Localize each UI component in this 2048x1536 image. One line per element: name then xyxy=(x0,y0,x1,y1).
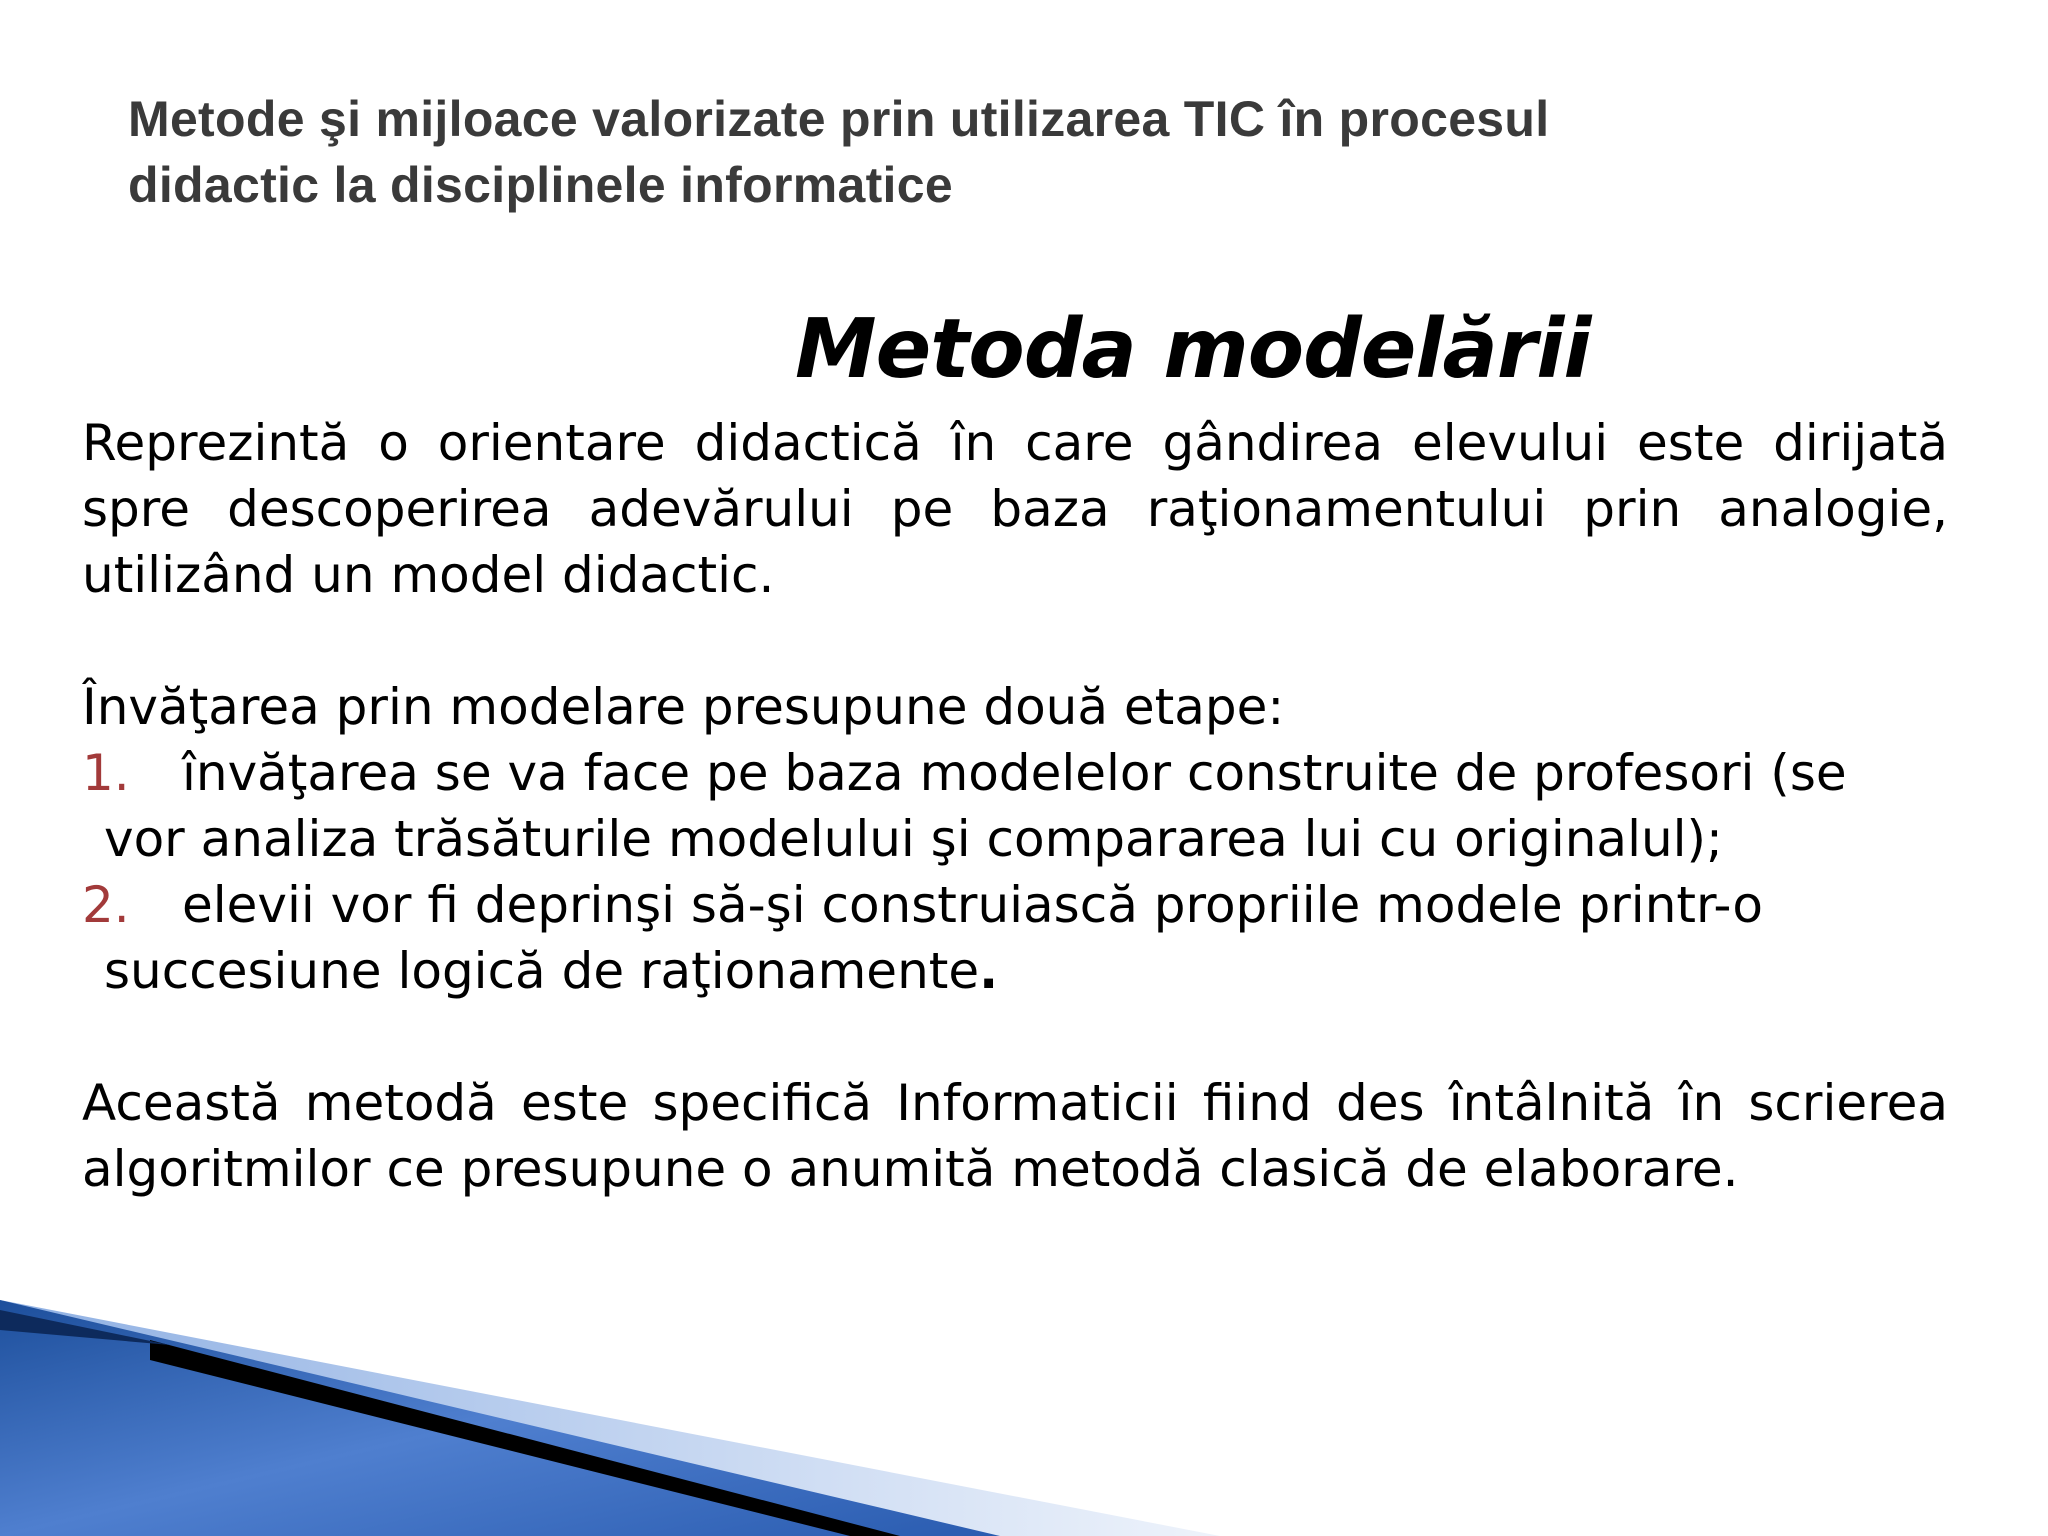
body-content xyxy=(82,410,1948,1202)
list-item-number: 2. xyxy=(82,876,130,934)
slide-header-title xyxy=(128,86,1728,218)
decor-blue-wedge xyxy=(0,1300,1000,1536)
list-item xyxy=(82,872,1948,1004)
list-item-text-line-2: vor analiza trăsăturile modelului şi compararea lui cu originalul); xyxy=(104,810,1723,868)
list-item-text-line-2-wrapper xyxy=(82,938,1948,1004)
list-item-text-line-1: învăţarea se va face pe baza modelelor construite de profesori (se xyxy=(182,744,1847,802)
header-title-line-1: Metode şi mijloace valorizate prin utilizarea TIC în procesul xyxy=(128,91,1550,147)
decor-light-band xyxy=(0,1300,1220,1536)
stages-intro: Învăţarea prin modelare presupune două etape: xyxy=(82,678,1285,736)
list-item xyxy=(82,740,1948,872)
list-item-text-line-2: succesiune logică de raţionamente xyxy=(104,942,980,1000)
paragraph-spacer xyxy=(82,1004,1948,1070)
stages-list xyxy=(82,740,1948,1004)
method-title: Metoda modelării xyxy=(795,302,1591,397)
conclusion-paragraph: Această metodă este specifică Informaticii fiind des întâlnită în scrierea algoritmilor ce presupune o anumită metodă clasică de elaborare. xyxy=(82,1074,1948,1198)
list-item-text-line-1: elevii vor fi deprinşi să-şi construiască propriile modele printr-o xyxy=(182,876,1763,934)
decor-black-stripe xyxy=(150,1340,900,1536)
list-item-end-mark: . xyxy=(979,942,999,1000)
list-item-number: 1. xyxy=(82,744,130,802)
definition-paragraph: Reprezintă o orientare didactică în care gândirea elevului este dirijată spre descoperirea adevărului pe baza raţionamentului prin analogie, utilizând un model didactic. xyxy=(82,414,1948,604)
paragraph-spacer xyxy=(82,608,1948,674)
header-title-line-2: didactic la disciplinele informatice xyxy=(128,157,953,213)
decor-dark-stripe xyxy=(0,1310,170,1345)
